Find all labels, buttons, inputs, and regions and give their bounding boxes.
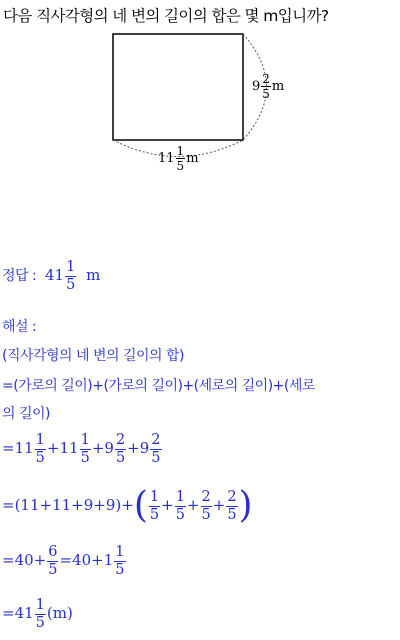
step-1: =11 $\frac{1}{5}$ +11 $\frac{1}{5}$ +9 $\frac{2}{5}$ +9 $\frac{2}{5}$ (2, 432, 161, 466)
rectangle-shape (113, 34, 243, 140)
step-4: =41 $\frac{1}{5}$ (m) (2, 597, 73, 631)
question-text: 다음 직사각형의 네 변의 길이의 합은 몇 m입니까? (3, 7, 329, 25)
step-2: =(11+11+9+9)+( $\frac{1}{5}$ + $\frac{1}{5}$ + $\frac{2}{5}$ + $\frac{2}{5}$ ) (2, 485, 253, 526)
explanation-line-1: (직사각형의 네 변의 길이의 합) (2, 348, 185, 364)
step-3: =40+ $\frac{6}{5}$ =40+1 $\frac{1}{5}$ (2, 544, 125, 578)
explanation-label: 해설 : (2, 319, 37, 335)
width-label: 11 $\frac{1}{5}$ m (158, 144, 199, 173)
explanation-line-2: =(가로의 길이)+(가로의 길이)+(세로의 길이)+(세로 (2, 378, 315, 394)
answer-line: 정답 : 41 $\frac{1}{5}$ m (2, 259, 101, 293)
explanation-line-3: 의 길이) (2, 406, 50, 422)
height-label: 9 $\frac{2}{5}$ m (252, 72, 285, 101)
rectangle-figure (100, 28, 300, 178)
